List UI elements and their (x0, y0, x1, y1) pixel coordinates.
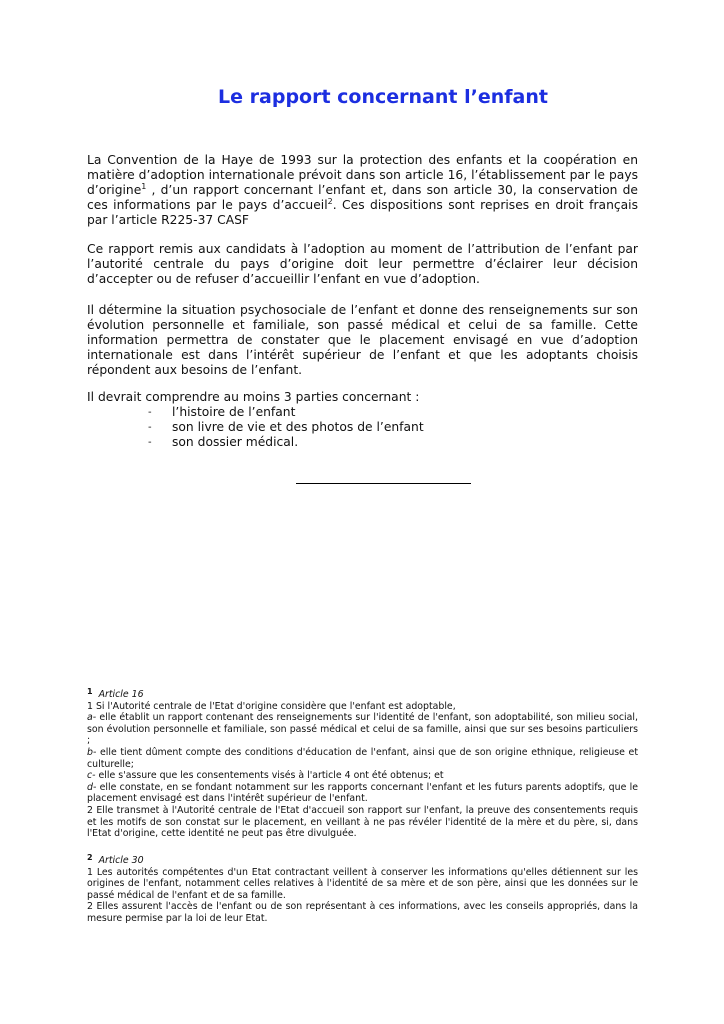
intro-text-a: La Convention de la Haye de 1993 sur la protection des enfants et la coopération en matière d’adoption internationale prévoit dans son article 16, l’établissement par le pays d’origine (87, 153, 638, 197)
footnote-ref-1[interactable]: 1 (141, 181, 147, 191)
footnote-1 (87, 686, 638, 840)
intro-text-c: . Ces dispositions sont reprises en droit français par l’article R225-37 CASF (87, 198, 638, 227)
footnote-1-heading (87, 686, 638, 701)
report-content-paragraph: Il détermine la situation psychosociale de l’enfant et donne des renseignements sur son évolution personnelle et familiale, son passé médical et celui de sa famille. Cette information permettra de constater que le placement envisagé en vue d’adoption internationale est dans l’intérêt supérieur de l’enfant et que les adoptants choisis répondent aux besoins de l’enfant. (87, 303, 638, 377)
list-item (148, 435, 424, 450)
dash-bullet: - (148, 437, 152, 448)
item-label: d- (87, 781, 97, 793)
footnote-ref-2[interactable]: 2 (327, 196, 333, 206)
footnote-line: 1 Si l'Autorité centrale de l'Etat d'origine considère que l'enfant est adoptable, (87, 700, 456, 712)
footnote-number: 2 (87, 853, 93, 862)
footnote-article-title: Article 30 (98, 855, 144, 866)
footnote-line: 1 Les autorités compétentes d'un Etat contractant veillent à conserver les informations qu'elles détiennent sur les origines de l'enfant, notamment celles relatives à l'identité de sa mère et de son père, ainsi que les données sur le passé médical de l'enfant et de sa famille. (87, 866, 638, 901)
footnote-item-b (87, 747, 638, 770)
parts-intro-paragraph: Il devrait comprendre au moins 3 parties concernant : (87, 390, 420, 404)
intro-paragraph (87, 153, 638, 228)
list-item-text: son livre de vie et des photos de l’enfant (172, 420, 424, 434)
footnote-item-d (87, 782, 638, 805)
section-separator (296, 483, 471, 484)
footnote-2-heading (87, 852, 638, 867)
footnote-line: 2 Elle transmet à l'Autorité centrale de l'Etat d'accueil son rapport sur l'enfant, la preuve des consentements requis et les motifs de son constat sur le placement, en veillant à ne pas révéler l'identité de la mère et du père, si, dans l'Etat d'origine, cette identité ne peut pas être divulguée. (87, 804, 638, 840)
footnote-number: 1 (87, 687, 93, 696)
dash-bullet: - (148, 407, 152, 418)
footnote-line: 2 Elles assurent l'accès de l'enfant ou de son représentant à ces informations, avec les conseils appropriés, dans la mesure permise par la loi de leur Etat. (87, 901, 638, 924)
item-label: b- (87, 746, 97, 758)
footnote-item-a (87, 712, 638, 747)
item-text: elle tient dûment compte des conditions d'éducation de l'enfant, ainsi que de son origine ethnique, religieuse et culturelle; (87, 746, 638, 770)
item-text: elle s'assure que les consentements visés à l'article 4 ont été obtenus; et (95, 770, 444, 782)
list-item-text: son dossier médical. (172, 435, 299, 449)
item-label: a- (87, 712, 97, 724)
page-title: Le rapport concernant l’enfant (218, 86, 548, 108)
dash-bullet: - (148, 422, 152, 433)
item-text: elle établit un rapport contenant des renseignements sur l'identité de l'enfant, son adoptabilité, son milieu social, son évolution personnelle et familiale, son passé médical et celui de sa famille, ainsi que sur ses besoins particuliers ; (87, 712, 638, 747)
list-item (148, 420, 424, 435)
list-item (148, 405, 424, 420)
item-label: c- (87, 770, 96, 782)
item-text: elle constate, en se fondant notamment sur les rapports concernant l'enfant et les futurs parents adoptifs, que le placement envisagé est dans l'intérêt supérieur de l'enfant. (87, 781, 638, 805)
report-purpose-paragraph: Ce rapport remis aux candidats à l’adoption au moment de l’attribution de l’enfant par l’autorité centrale du pays d’origine doit leur permettre d’éclairer leur décision d’accepter ou de refuser d’accueillir l’enfant en vue d’adoption. (87, 242, 638, 286)
parts-list (148, 405, 424, 450)
footnote-article-title: Article 16 (98, 689, 144, 700)
list-item-text: l’histoire de l’enfant (172, 405, 296, 419)
footnote-item-c (87, 770, 638, 782)
intro-text-b: , d’un rapport concernant l’enfant et, dans son article 30, la conservation de ces informations par le pays d’accueil (87, 183, 638, 212)
footnote-2 (87, 852, 638, 925)
